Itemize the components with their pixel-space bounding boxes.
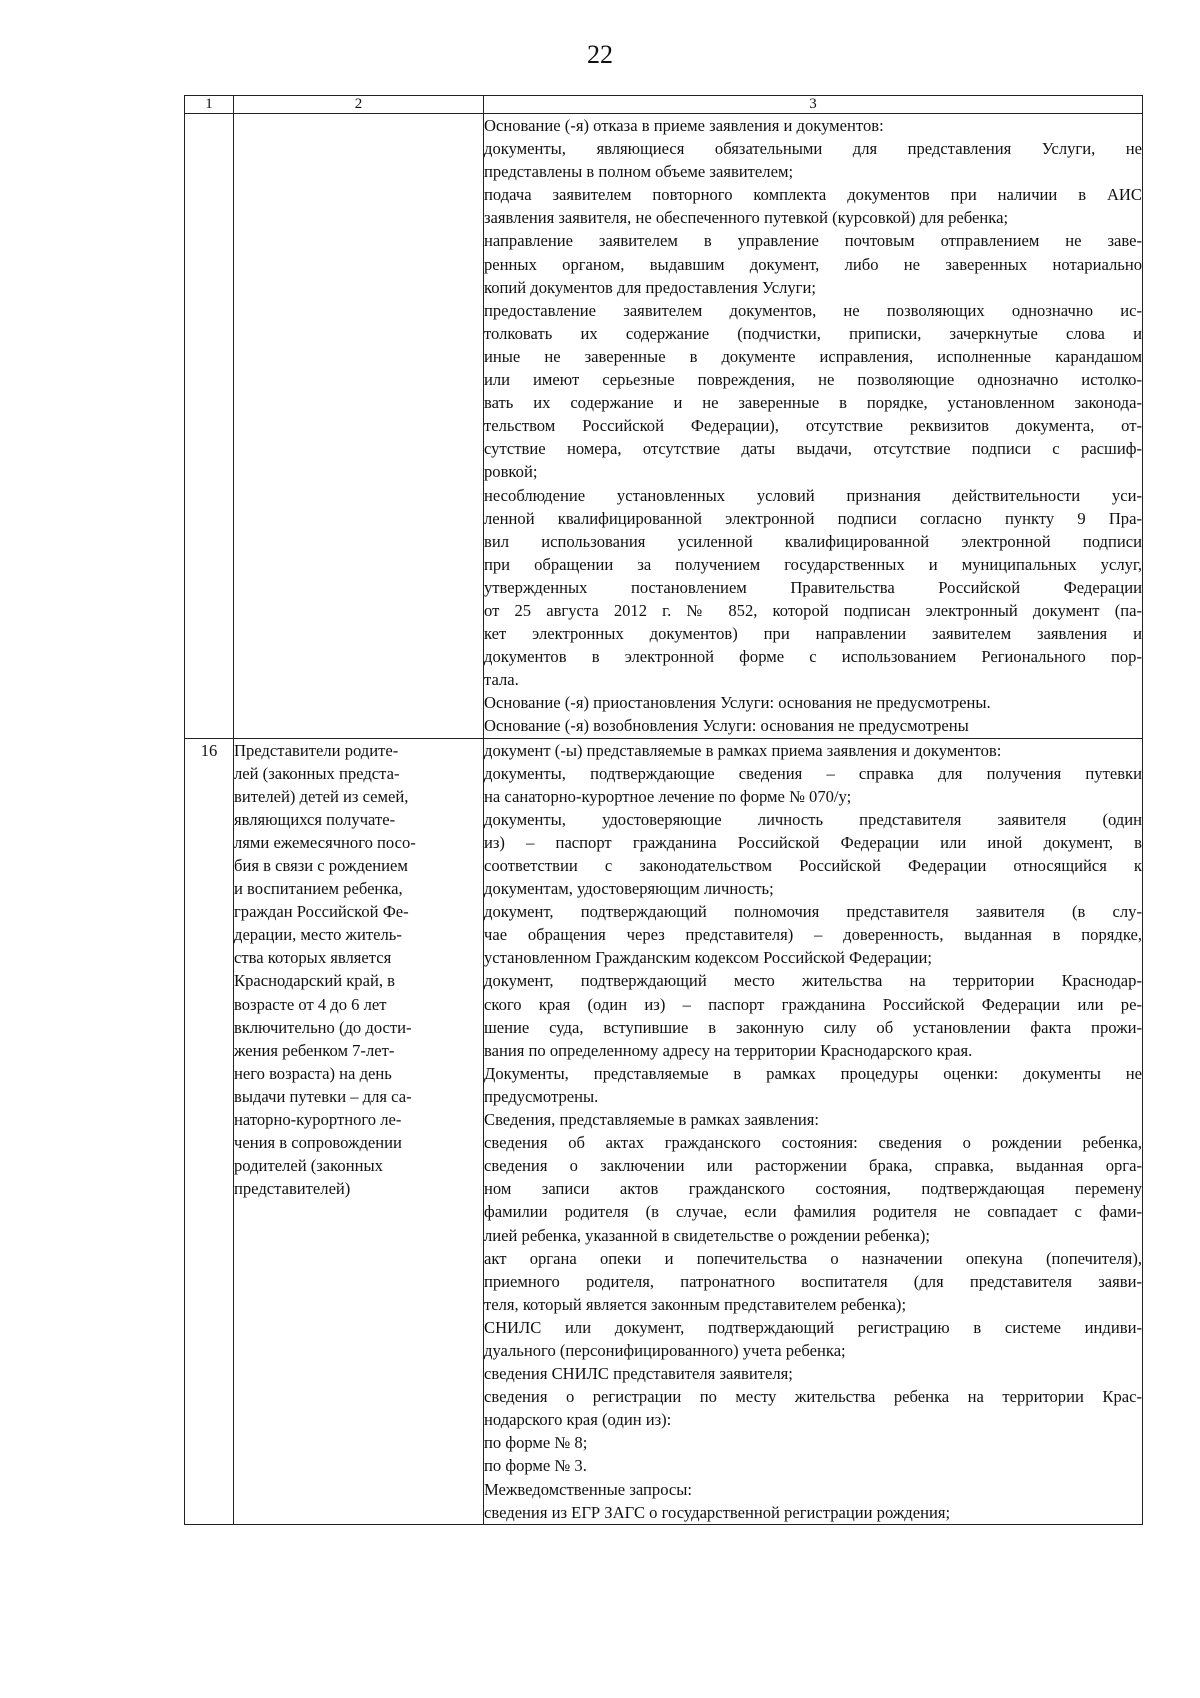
text-line: при обращении за получением государственных и муниципальных услуг, (484, 554, 1142, 574)
text-line: являющихся получате- (234, 809, 396, 829)
text-line: нодарского края (один из): (484, 1410, 672, 1430)
text-line: по форме № 3. (484, 1456, 587, 1476)
text-line: Основание (-я) возобновления Услуги: основания не предусмотрены (484, 716, 969, 736)
text-line: ренных органом, выдавшим документ, либо не заверенных нотариально (484, 254, 1142, 274)
row1-content-cell (484, 114, 1143, 739)
text-line: граждан Российской Фе- (234, 902, 409, 922)
text-line: кет электронных документов) при направлении заявителем заявления и (484, 624, 1142, 644)
text-line: представлены в полном объеме заявителем; (484, 162, 794, 182)
text-line: документы, подтверждающие сведения – справка для получения путевки (484, 763, 1142, 783)
text-line: Краснодарский край, в (234, 971, 395, 991)
text-line: возрасте от 4 до 6 лет (234, 994, 387, 1014)
text-line: сведения о заключении или расторжении брака, справка, выданная орга- (484, 1156, 1142, 1176)
services-table (184, 95, 1143, 1525)
text-line: тала. (484, 670, 519, 690)
text-line: предусмотрены. (484, 1086, 599, 1106)
text-line: иные не заверенные в документе исправления, исполненные карандашом (484, 346, 1142, 366)
text-line: приемного родителя, патронатного воспитателя (для представителя заяви- (484, 1271, 1142, 1291)
text-line: Основание (-я) отказа в приеме заявления и документов: (484, 116, 884, 135)
text-line: сведения из ЕГР ЗАГС о государственной регистрации рождения; (484, 1502, 951, 1522)
table-row-16 (185, 738, 1143, 1524)
text-line: соответствии с законодательством Российской Федерации относящийся к (484, 856, 1142, 875)
text-line: бия в связи с рождением (234, 856, 408, 875)
text-line: документ, подтверждающий полномочия представителя заявителя (в слу- (484, 902, 1142, 922)
header-cell-3: 3 (484, 96, 1143, 114)
text-line: направление заявителем в управление почтовым отправлением не заве- (484, 231, 1142, 251)
text-line: сведения об актах гражданского состояния: сведения о рождении ребенка, (484, 1133, 1142, 1153)
text-line: или имеют серьезные повреждения, не позволяющие однозначно истолко- (484, 370, 1142, 390)
text-line: СНИЛС или документ, подтверждающий регистрацию в системе индиви- (484, 1317, 1142, 1337)
text-line: Представители родите- (234, 740, 399, 760)
text-line: несоблюдение установленных условий признания действительности уси- (484, 485, 1142, 505)
text-line: вителей) детей из семей, (234, 786, 409, 806)
text-line: чения в сопровождении (234, 1133, 402, 1153)
text-line: утвержденных постановлением Правительства Российской Федерации (484, 577, 1142, 597)
text-line: и воспитанием ребенка, (234, 879, 403, 899)
text-line: ского края (один из) – паспорт гражданина Российской Федерации или ре- (484, 994, 1142, 1014)
text-line: документы, удостоверяющие личность представителя заявителя (один (484, 809, 1142, 829)
text-line: Основание (-я) приостановления Услуги: основания не предусмотрены. (484, 693, 991, 713)
text-line: ленной квалифицированной электронной подписи согласно пункту 9 Пра- (484, 508, 1142, 528)
text-line: документ (-ы) представляемые в рамках приема заявления и документов: (484, 740, 1002, 760)
text-line: на санаторно-курортное лечение по форме № 070/у; (484, 786, 852, 806)
text-line: представителей) (234, 1179, 351, 1199)
row16-number-cell: 16 (185, 738, 234, 1524)
text-line: выдачи путевки – для са- (234, 1086, 412, 1106)
header-cell-2: 2 (234, 96, 484, 114)
text-line: шение суда, вступившие в законную силу об установлении факта прожи- (484, 1017, 1142, 1037)
row1-applicant-cell (234, 114, 484, 739)
text-line: тельством Российской Федерации), отсутствие реквизитов документа, от- (484, 416, 1142, 436)
text-line: заявления заявителя, не обеспеченного путевкой (курсовкой) для ребенка; (484, 208, 1009, 228)
text-line: документ, подтверждающий место жительства на территории Краснодар- (484, 971, 1142, 991)
text-line: подача заявителем повторного комплекта документов при наличии в АИС (484, 185, 1142, 205)
text-line: лией ребенка, указанной в свидетельстве о рождении ребенка); (484, 1225, 930, 1245)
text-line: вать их содержание и не заверенные в порядке, установленном законода- (484, 393, 1142, 413)
text-line: сведения о регистрации по месту жительства ребенка на территории Крас- (484, 1387, 1142, 1407)
text-line: лями ежемесячного посо- (234, 832, 416, 852)
text-line: документов в электронной форме с использованием Регионального пор- (484, 647, 1142, 667)
text-line: вил использования усиленной квалифицированной электронной подписи (484, 531, 1142, 551)
text-line: из) – паспорт гражданина Российской Федерации или иной документ, в (484, 832, 1142, 852)
text-line: сведения СНИЛС представителя заявителя; (484, 1364, 793, 1384)
header-cell-1: 1 (185, 96, 234, 114)
text-line: родителей (законных (234, 1156, 383, 1176)
text-line: ровкой; (484, 462, 538, 482)
text-line: жения ребенком 7-лет- (234, 1040, 395, 1060)
table-row-refusal-grounds (185, 114, 1143, 739)
page-number: 22 (587, 40, 613, 69)
text-line: дуального (персонифицированного) учета ребенка; (484, 1340, 846, 1360)
row16-content-cell (484, 738, 1143, 1524)
text-line: толковать их содержание (подчистки, приписки, зачеркнутые слова и (484, 323, 1142, 343)
text-line: от 25 августа 2012 г. № 852, которой подписан электронный документ (па- (484, 600, 1142, 620)
text-line: сутствие номера, отсутствие даты выдачи, отсутствие подписи с расшиф- (484, 439, 1142, 459)
text-line: дерации, место житель- (234, 925, 402, 945)
text-line: акт органа опеки и попечительства о назначении опекуна (попечителя), (484, 1248, 1142, 1268)
text-line: ства которых является (234, 948, 392, 968)
text-line: фамилии родителя (в случае, если фамилия родителя не совпадает с фами- (484, 1202, 1142, 1222)
text-line: Сведения, представляемые в рамках заявления: (484, 1110, 820, 1130)
text-line: копий документов для предоставления Услуги; (484, 277, 816, 297)
text-line: ном записи актов гражданского состояния, подтверждающая перемену (484, 1179, 1142, 1199)
table-header-row (185, 96, 1143, 114)
row16-applicant-cell (234, 738, 484, 1524)
text-line: по форме № 8; (484, 1433, 588, 1453)
row1-number-cell (185, 114, 234, 739)
text-line: лей (законных предста- (234, 763, 400, 783)
text-line: вания по определенному адресу на территории Краснодарского края. (484, 1040, 973, 1060)
text-line: документам, удостоверяющим личность; (484, 879, 774, 899)
text-line: предоставление заявителем документов, не позволяющих однозначно ис- (484, 300, 1142, 320)
text-line: теля, который является законным представителем ребенка); (484, 1294, 907, 1314)
text-line: Документы, представляемые в рамках процедуры оценки: документы не (484, 1063, 1142, 1083)
text-line: установленном Гражданским кодексом Российской Федерации; (484, 948, 933, 968)
text-line: Межведомственные запросы: (484, 1479, 693, 1499)
text-line: него возраста) на день (234, 1063, 392, 1083)
text-line: наторно-курортного ле- (234, 1110, 402, 1130)
text-line: включительно (до дости- (234, 1017, 412, 1037)
text-line: чае обращения через представителя) – доверенность, выданная в порядке, (484, 925, 1142, 945)
text-line: документы, являющиеся обязательными для представления Услуги, не (484, 139, 1142, 159)
